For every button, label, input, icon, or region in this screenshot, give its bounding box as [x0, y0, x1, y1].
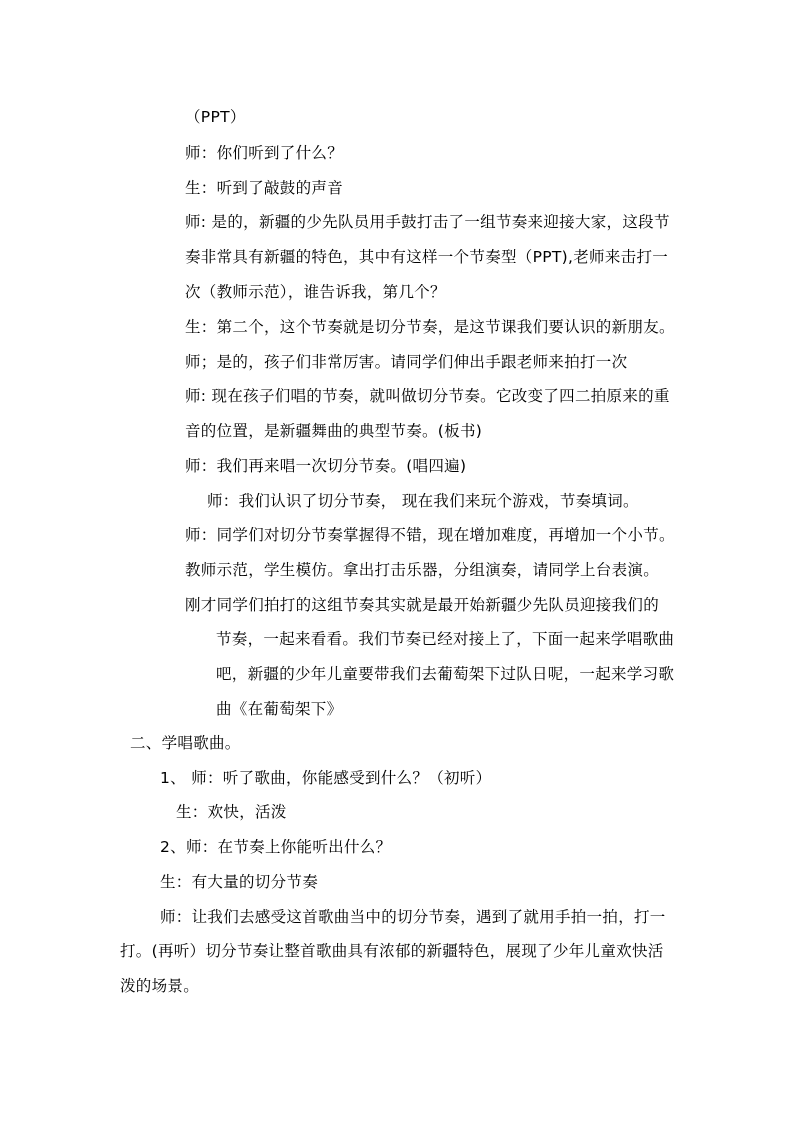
text-line-teacher-explain-2: 奏非常具有新疆的特色，其中有这样一个节奏型（PPT),老师来击打一 [185, 248, 669, 266]
text-line-teacher-explain-3: 次（教师示范），谁告诉我，第几个？ [185, 283, 446, 301]
text-line-sing-again: 师：我们再来唱一次切分节奏。(唱四遍) [185, 457, 467, 475]
text-line-teacher-praise: 师；是的，孩子们非常厉害。请同学们伸出手跟老师来拍打一次 [185, 353, 628, 371]
text-line-teacher-question: 师：你们听到了什么？ [185, 144, 344, 162]
text-line-teacher-explain-1: 师: 是的，新疆的少先队员用手鼓打击了一组节奏来迎接大家，这段节 [185, 213, 670, 231]
text-line-rhythm-review-2: 节奏，一起来看看。我们节奏已经对接上了，下面一起来学唱歌曲 [216, 630, 675, 648]
text-line-teacher-feel-1: 师：让我们去感受这首歌曲当中的切分节奏，遇到了就用手拍一拍，打一 [160, 908, 666, 926]
text-line-student-answer: 生：听到了敲鼓的声音 [185, 179, 344, 197]
text-line-rhythm-review-1: 刚才同学们拍打的这组节奏其实就是最开始新疆少先队员迎接我们的 [185, 596, 660, 614]
text-line-teacher-feel-3: 泼的场景。 [120, 977, 200, 995]
text-line-teacher-syncopation-2: 音的位置，是新疆舞曲的典型节奏。(板书) [185, 422, 483, 440]
text-line-step-1: 1、 师：听了歌曲，你能感受到什么？（初听） [160, 769, 492, 787]
text-line-student-lively: 生：欢快，活泼 [176, 803, 287, 821]
text-line-teacher-syncopation-1: 师: 现在孩子们唱的节奏，就叫做切分节奏。它改变了四二拍原来的重 [185, 387, 670, 405]
text-line-student-second: 生：第二个，这个节奏就是切分节奏，是这节课我们要认识的新朋友。 [185, 318, 675, 336]
section-heading-learn-song: 二、学唱歌曲。 [130, 734, 241, 752]
text-line-step-2: 2、师：在节奏上你能听出什么？ [160, 838, 392, 856]
text-line-increase-difficulty: 师：同学们对切分节奏掌握得不错，现在增加难度，再增加一个小节。 [185, 526, 675, 544]
text-line-song-title: 曲《在葡萄架下》 [216, 700, 343, 718]
text-line-rhythm-review-3: 吧，新疆的少年儿童要带我们去葡萄架下过队日呢，一起来学习歌 [216, 665, 675, 683]
text-line-game: 师：我们认识了切分节奏， 现在我们来玩个游戏，节奏填词。 [207, 492, 639, 510]
text-line-ppt: （PPT） [185, 108, 246, 126]
text-line-student-syncopation: 生：有大量的切分节奏 [160, 873, 319, 891]
text-line-demonstration: 教师示范，学生模仿。拿出打击乐器，分组演奏，请同学上台表演。 [185, 561, 660, 579]
text-line-teacher-feel-2: 打。(再听）切分节奏让整首歌曲具有浓郁的新疆特色，展现了少年儿童欢快活 [120, 942, 664, 960]
